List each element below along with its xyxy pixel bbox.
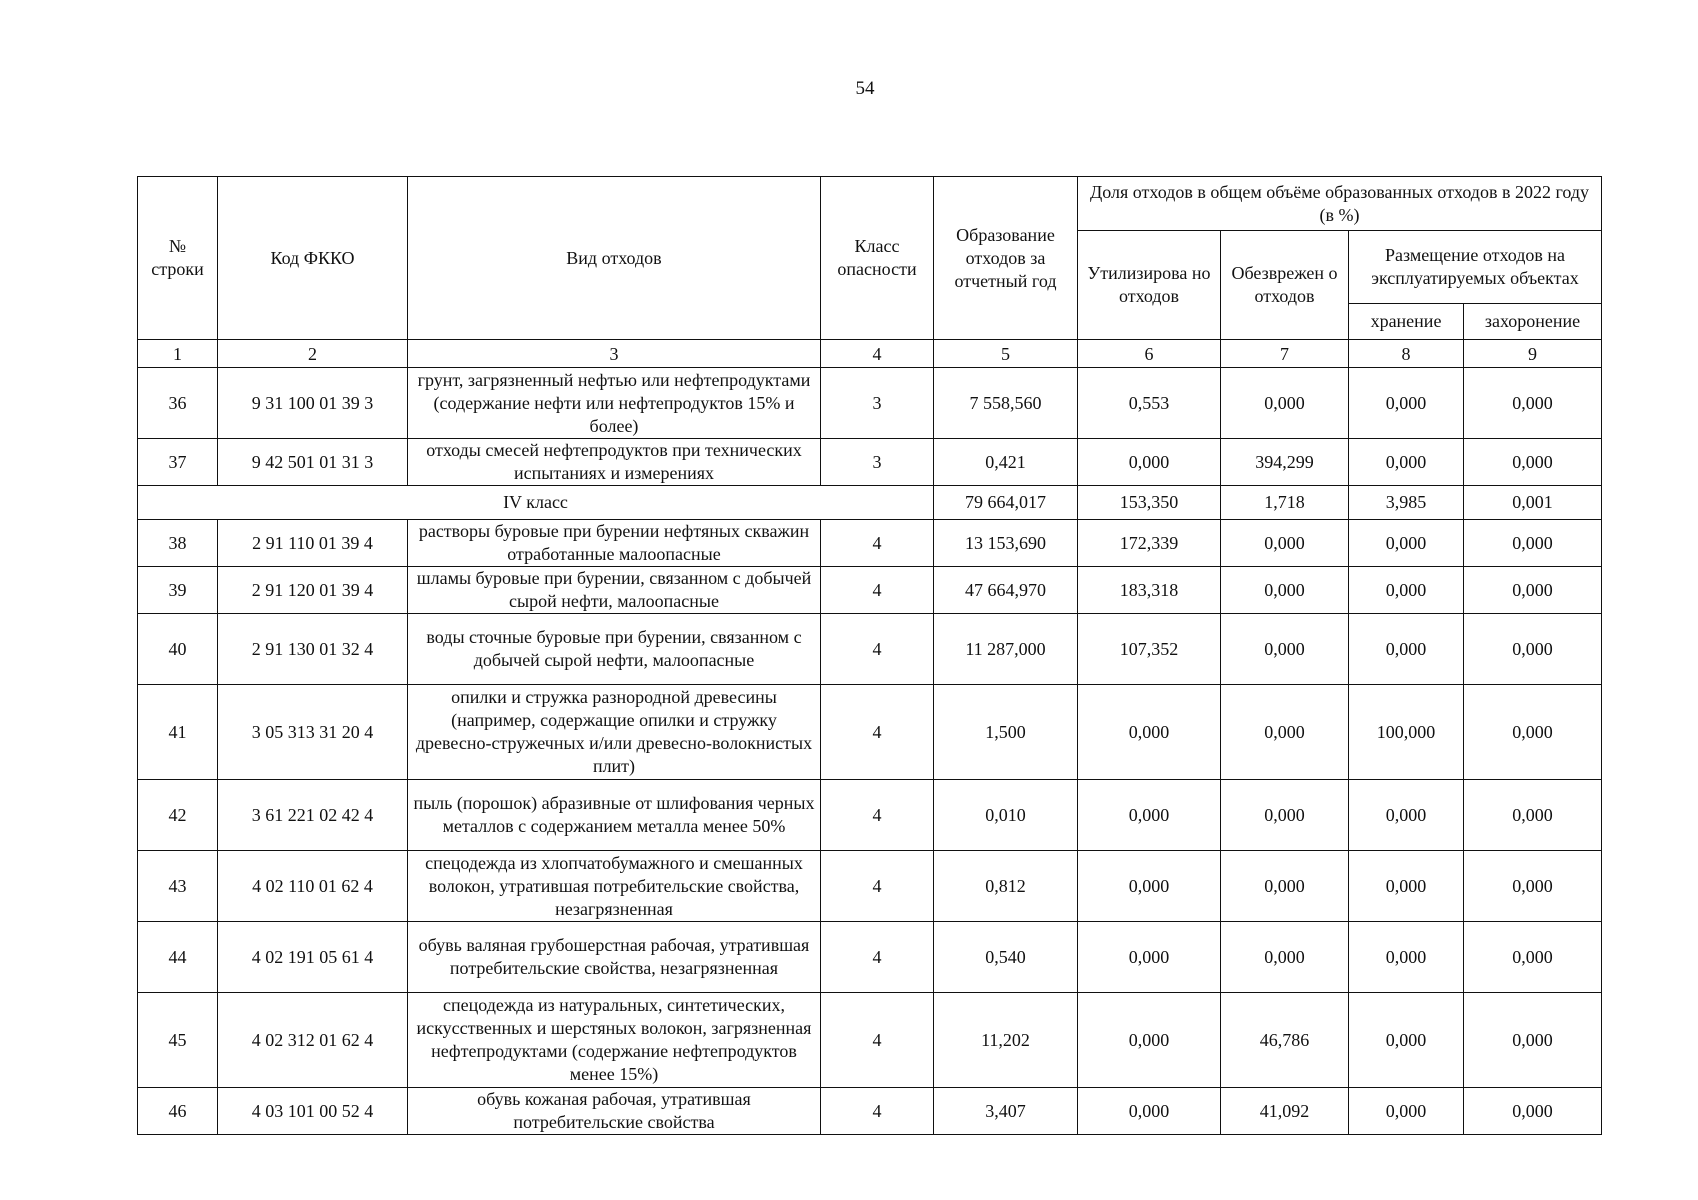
storage-share: 0,000 [1349, 851, 1464, 922]
utilized-share: 107,352 [1078, 614, 1221, 685]
fkko-code: 2 91 120 01 39 4 [218, 567, 408, 614]
table-row [138, 922, 1602, 993]
column-number: 3 [408, 340, 821, 368]
hazard-class: 3 [821, 439, 934, 486]
storage-share: 0,000 [1349, 614, 1464, 685]
header-generation: Образование отходов за отчетный год [934, 177, 1078, 340]
burial-share: 0,000 [1464, 368, 1602, 439]
table-row [138, 1088, 1602, 1135]
neutralized-share: 46,786 [1221, 993, 1349, 1088]
column-number: 6 [1078, 340, 1221, 368]
generation-amount: 0,421 [934, 439, 1078, 486]
header-share-group: Доля отходов в общем объёме образованных отходов в 2022 году (в %) [1078, 177, 1602, 231]
table-row [138, 520, 1602, 567]
generation-amount: 0,540 [934, 922, 1078, 993]
utilized-share: 0,000 [1078, 1088, 1221, 1135]
burial-share: 0,000 [1464, 520, 1602, 567]
hazard-class: 4 [821, 685, 934, 780]
fkko-code: 9 31 100 01 39 3 [218, 368, 408, 439]
row-number: 44 [138, 922, 218, 993]
table-row [138, 685, 1602, 780]
generation-amount: 13 153,690 [934, 520, 1078, 567]
storage-share: 0,000 [1349, 567, 1464, 614]
fkko-code: 3 05 313 31 20 4 [218, 685, 408, 780]
waste-description: обувь кожаная рабочая, утратившая потребительские свойства [408, 1088, 821, 1135]
class-subheader-group [138, 486, 1602, 520]
fkko-code: 3 61 221 02 42 4 [218, 780, 408, 851]
burial-share: 0,000 [1464, 922, 1602, 993]
fkko-code: 9 42 501 01 31 3 [218, 439, 408, 486]
neutralized-share: 394,299 [1221, 439, 1349, 486]
waste-description: отходы смесей нефтепродуктов при технических испытаниях и измерениях [408, 439, 821, 486]
utilized-share: 172,339 [1078, 520, 1221, 567]
header-neutralized: Обезврежен о отходов [1221, 231, 1349, 340]
fkko-code: 2 91 130 01 32 4 [218, 614, 408, 685]
storage-share: 0,000 [1349, 993, 1464, 1088]
header-waste-type: Вид отходов [408, 177, 821, 340]
neutralized-share: 0,000 [1221, 614, 1349, 685]
generation-amount: 3,407 [934, 1088, 1078, 1135]
waste-description: спецодежда из натуральных, синтетических, искусственных и шерстяных волокон, загрязненная нефтепродуктами (содержание нефтепродуктов менее 15%) [408, 993, 821, 1088]
fkko-code: 4 02 312 01 62 4 [218, 993, 408, 1088]
neutralized-share: 0,000 [1221, 685, 1349, 780]
utilized-share: 0,000 [1078, 993, 1221, 1088]
table-body-hazard-class-3 [138, 368, 1602, 486]
header-row-number: № строки [138, 177, 218, 340]
fkko-code: 4 02 110 01 62 4 [218, 851, 408, 922]
header-utilized: Утилизирова но отходов [1078, 231, 1221, 340]
fkko-code: 2 91 110 01 39 4 [218, 520, 408, 567]
class-total-storage: 3,985 [1349, 486, 1464, 520]
column-number: 2 [218, 340, 408, 368]
column-number: 8 [1349, 340, 1464, 368]
fkko-code: 4 03 101 00 52 4 [218, 1088, 408, 1135]
table-row [138, 439, 1602, 486]
waste-table [137, 176, 1602, 1135]
header-code: Код ФККО [218, 177, 408, 340]
column-number: 7 [1221, 340, 1349, 368]
row-number: 45 [138, 993, 218, 1088]
row-number: 43 [138, 851, 218, 922]
generation-amount: 7 558,560 [934, 368, 1078, 439]
hazard-class: 4 [821, 567, 934, 614]
neutralized-share: 0,000 [1221, 780, 1349, 851]
waste-description: пыль (порошок) абразивные от шлифования черных металлов с содержанием металла менее 50% [408, 780, 821, 851]
generation-amount: 0,812 [934, 851, 1078, 922]
storage-share: 0,000 [1349, 1088, 1464, 1135]
row-number: 42 [138, 780, 218, 851]
class-total-generation: 79 664,017 [934, 486, 1078, 520]
table-row [138, 851, 1602, 922]
column-number: 1 [138, 340, 218, 368]
waste-description: спецодежда из хлопчатобумажного и смешанных волокон, утратившая потребительские свойства, незагрязненная [408, 851, 821, 922]
burial-share: 0,000 [1464, 439, 1602, 486]
hazard-class: 4 [821, 520, 934, 567]
table-row [138, 567, 1602, 614]
burial-share: 0,000 [1464, 685, 1602, 780]
utilized-share: 0,553 [1078, 368, 1221, 439]
class-total-utilized: 153,350 [1078, 486, 1221, 520]
column-number: 4 [821, 340, 934, 368]
utilized-share: 0,000 [1078, 685, 1221, 780]
generation-amount: 11,202 [934, 993, 1078, 1088]
burial-share: 0,000 [1464, 567, 1602, 614]
header-hazard-class: Класс опасности [821, 177, 934, 340]
utilized-share: 0,000 [1078, 439, 1221, 486]
hazard-class: 4 [821, 993, 934, 1088]
waste-description: шламы буровые при бурении, связанном с добычей сырой нефти, малоопасные [408, 567, 821, 614]
storage-share: 0,000 [1349, 780, 1464, 851]
burial-share: 0,000 [1464, 614, 1602, 685]
generation-amount: 47 664,970 [934, 567, 1078, 614]
column-number: 5 [934, 340, 1078, 368]
header-burial: захоронение [1464, 304, 1602, 340]
utilized-share: 0,000 [1078, 851, 1221, 922]
row-number: 39 [138, 567, 218, 614]
row-number: 46 [138, 1088, 218, 1135]
row-number: 40 [138, 614, 218, 685]
waste-description: растворы буровые при бурении нефтяных скважин отработанные малоопасные [408, 520, 821, 567]
table-row [138, 780, 1602, 851]
generation-amount: 0,010 [934, 780, 1078, 851]
class-label: IV класс [138, 486, 934, 520]
fkko-code: 4 02 191 05 61 4 [218, 922, 408, 993]
row-number: 41 [138, 685, 218, 780]
generation-amount: 11 287,000 [934, 614, 1078, 685]
waste-description: обувь валяная грубошерстная рабочая, утратившая потребительские свойства, незагрязненная [408, 922, 821, 993]
burial-share: 0,000 [1464, 1088, 1602, 1135]
storage-share: 0,000 [1349, 439, 1464, 486]
storage-share: 100,000 [1349, 685, 1464, 780]
utilized-share: 0,000 [1078, 922, 1221, 993]
neutralized-share: 0,000 [1221, 520, 1349, 567]
waste-description: воды сточные буровые при бурении, связанном с добычей сырой нефти, малоопасные [408, 614, 821, 685]
class-total-neutralized: 1,718 [1221, 486, 1349, 520]
row-number: 37 [138, 439, 218, 486]
class-subheader-row [138, 486, 1602, 520]
burial-share: 0,000 [1464, 851, 1602, 922]
hazard-class: 4 [821, 780, 934, 851]
waste-description: опилки и стружка разнородной древесины (например, содержащие опилки и стружку древесно-стружечных и/или древесно-волокнистых плит) [408, 685, 821, 780]
header-placement-group: Размещение отходов на эксплуатируемых объектах [1349, 231, 1602, 304]
table-row [138, 368, 1602, 439]
table-header [138, 177, 1602, 368]
storage-share: 0,000 [1349, 520, 1464, 567]
neutralized-share: 0,000 [1221, 567, 1349, 614]
burial-share: 0,000 [1464, 780, 1602, 851]
generation-amount: 1,500 [934, 685, 1078, 780]
row-number: 38 [138, 520, 218, 567]
utilized-share: 183,318 [1078, 567, 1221, 614]
hazard-class: 3 [821, 368, 934, 439]
neutralized-share: 0,000 [1221, 922, 1349, 993]
class-total-burial: 0,001 [1464, 486, 1602, 520]
utilized-share: 0,000 [1078, 780, 1221, 851]
header-storage: хранение [1349, 304, 1464, 340]
hazard-class: 4 [821, 1088, 934, 1135]
hazard-class: 4 [821, 614, 934, 685]
column-number: 9 [1464, 340, 1602, 368]
hazard-class: 4 [821, 851, 934, 922]
table-row [138, 614, 1602, 685]
page-number: 54 [855, 78, 875, 99]
column-number-row [138, 340, 1602, 368]
table-body-hazard-class-4 [138, 520, 1602, 1135]
waste-description: грунт, загрязненный нефтью или нефтепродуктами (содержание нефти или нефтепродуктов 15% и более) [408, 368, 821, 439]
burial-share: 0,000 [1464, 993, 1602, 1088]
table-row [138, 993, 1602, 1088]
storage-share: 0,000 [1349, 368, 1464, 439]
hazard-class: 4 [821, 922, 934, 993]
neutralized-share: 41,092 [1221, 1088, 1349, 1135]
neutralized-share: 0,000 [1221, 368, 1349, 439]
neutralized-share: 0,000 [1221, 851, 1349, 922]
row-number: 36 [138, 368, 218, 439]
storage-share: 0,000 [1349, 922, 1464, 993]
